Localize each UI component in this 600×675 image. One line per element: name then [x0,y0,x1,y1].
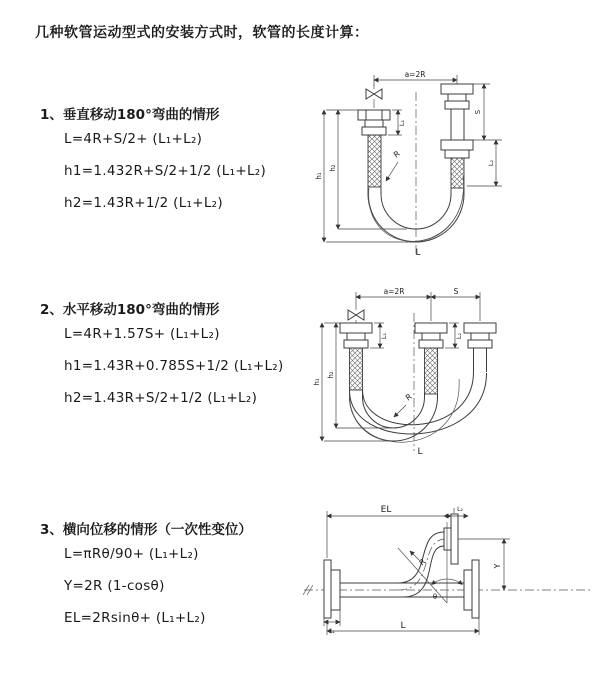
label-s: S [474,109,482,115]
radius-leader [394,405,406,417]
label-h2: h₂ [327,371,335,379]
label-l1: L₁ [380,332,388,340]
label-l1: L₁ [398,119,406,127]
label-s: S [453,287,459,296]
section-heading: 2、水平移动180°弯曲的情形 [40,302,220,318]
section-heading: 1、垂直移动180°弯曲的情形 [40,107,220,123]
hose-curves [349,372,486,442]
label-radius: R [391,149,402,160]
formula-line: EL=2Rsinθ+ (L₁+L₂) [64,610,206,626]
valve-icon [348,307,364,323]
right-fitting-lower [441,140,473,158]
radius-leader [386,162,398,181]
label-a-2r: a=2R [383,287,405,296]
label-y: Y [493,563,502,569]
right-fitting-upper [441,84,473,140]
diagram-vertical-180-bend [312,64,582,258]
formula-line: h2=1.43R+1/2 (L₁+L₂) [64,195,223,211]
label-a-2r: a=2R [404,70,426,79]
upper-flange-displaced [444,514,458,564]
braided-hose-middle [425,348,438,394]
label-l: L [415,248,421,258]
diagram-lateral-displacement [298,500,598,640]
label-l: L [417,447,423,457]
label-l2: L₂ [457,506,463,513]
middle-fitting [415,323,447,348]
braided-hose-right [451,158,464,188]
left-flange [324,560,340,618]
label-l2: L₂ [487,159,495,167]
label-theta: θ [432,593,438,601]
right-fitting-moved [464,323,496,372]
left-fitting [340,323,372,348]
diagram-horizontal-180-bend [310,283,588,457]
label-radius: R [403,392,414,403]
label-el: EL [380,505,392,515]
label-h2: h₂ [329,164,337,172]
label-l2: L₂ [455,332,463,340]
label-l: L [400,621,406,631]
left-fitting [358,110,390,135]
section-vertical-movement [40,103,315,219]
label-h1: h₁ [315,172,323,180]
section-heading: 3、横向位移的情形（一次性变位） [40,522,252,538]
formula-line: h1=1.432R+S/2+1/2 (L₁+L₂) [64,163,267,179]
formula-line: L=4R+1.57S+ (L₁+L₂) [64,326,220,342]
section-horizontal-movement [40,298,315,414]
page-title: 几种软管运动型式的安装方式时，软管的长度计算： [35,25,369,41]
label-l1: L₁ [329,628,335,635]
label-h1: h₁ [313,378,321,386]
braided-hose-left [368,135,381,187]
valve-icon [366,84,382,110]
braided-hose-left [350,348,363,390]
right-flange-original [464,560,479,618]
formula-line: h2=1.43R+S/2+1/2 (L₁+L₂) [64,390,258,406]
formula-line: L=4R+S/2+ (L₁+L₂) [64,131,203,147]
formula-line: h1=1.43R+0.785S+1/2 (L₁+L₂) [64,358,284,374]
section-lateral-displacement [40,518,315,634]
formula-line: L=πRθ/90+ (L₁+L₂) [64,546,199,562]
label-radius: R [417,557,428,568]
radius-leader [410,551,419,560]
formula-line: Y=2R (1-cosθ) [64,578,165,594]
